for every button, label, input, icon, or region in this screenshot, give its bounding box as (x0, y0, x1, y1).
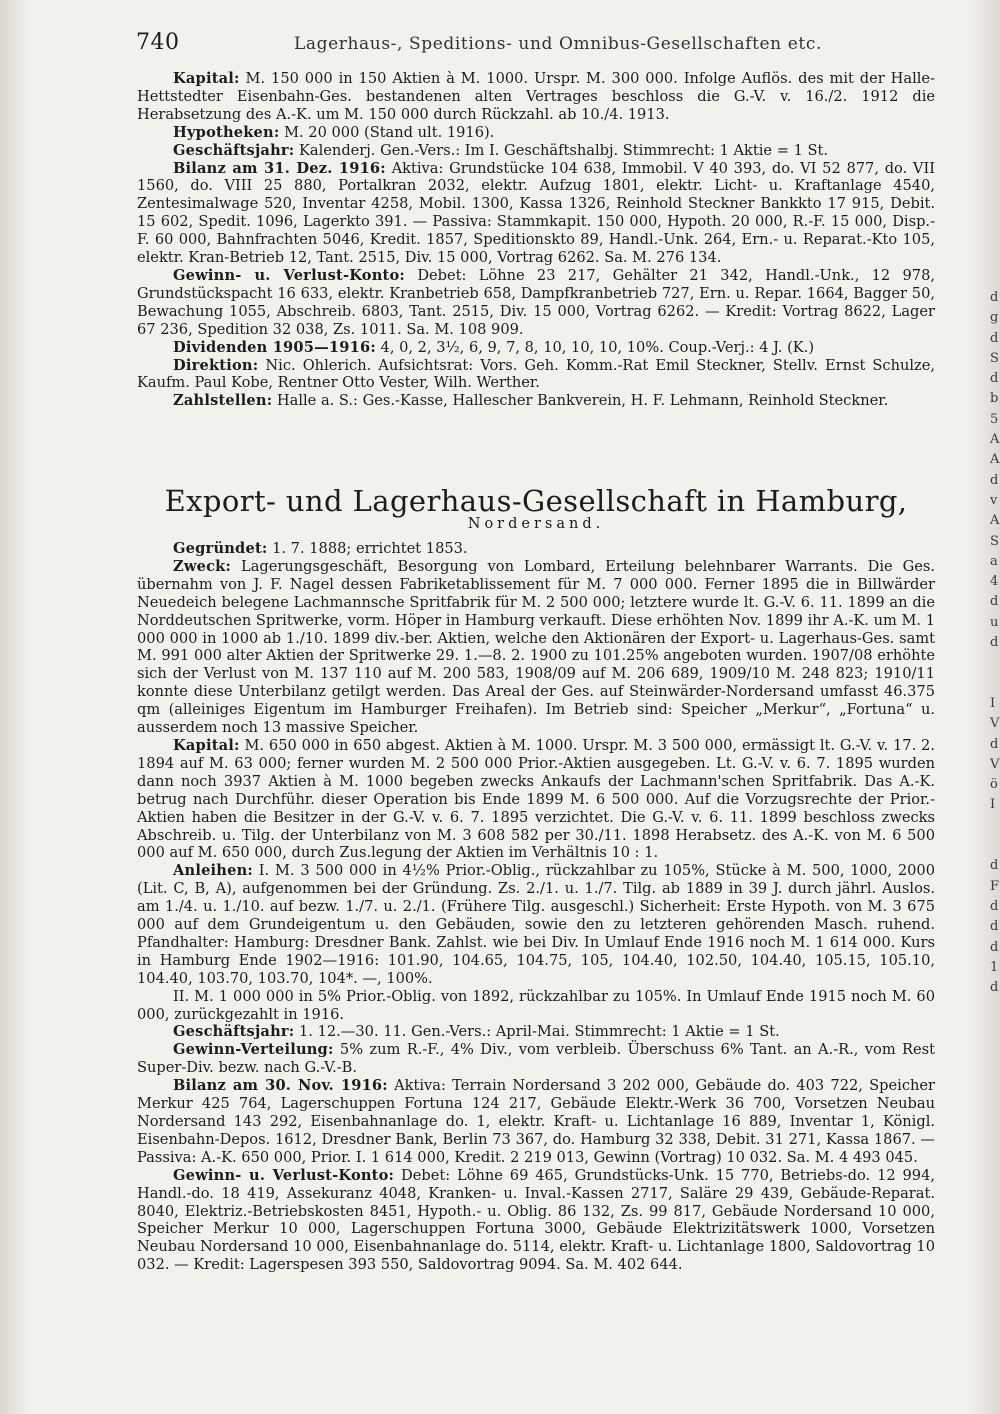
entry-text: I. M. 3 500 000 in 4½% Prior.-Oblig., rückzahlbar zu 105%, Stücke à M. 500, 1000, 2000 (Lit. C, B, A), aufgenommen bei der Gründung. Zs. 2./1. u. 1./7. Tilg. ab 1889 in 39 J. durch jährl. Auslos. am 1./4. u. 1./10. auf bezw. 1./7. u. 2./1. (Frühere Tilg. ausgeschl.) Sicherheit: Erste Hypoth. von M. 3 675 000 auf dem Grundeigentum u. den Gebäuden, sowie den zu letzteren gehörenden Masch. ruhend. Pfandhalter: Hamburg: Dresdner Bank. Zahlst. wie bei Div. In Umlauf Ende 1916 noch M. 1 614 000. Kurs in Hamburg Ende 1902—1916: 101.90, 104.65, 104.75, 105, 104.40, 102.50, 104.40, 105.15, 105.10, 104.40, 103.70, 103.70, 104*. —, 100%. (137, 862, 935, 987)
entry-text: Halle a. S.: Ges.-Kasse, Hallescher Bankverein, H. F. Lehmann, Reinhold Steckner. (272, 392, 889, 410)
page-left-shadow (0, 0, 30, 1414)
entry-heading: Direktion: (173, 356, 259, 374)
entry-paragraph (137, 540, 935, 558)
entry-heading: Geschäftsjahr: (173, 1023, 295, 1041)
entry-text: Aktiva: Terrain Nordersand 3 202 000, Gebäude do. 403 722, Speicher Merkur 425 764, Lagerschuppen Fortuna 124 217, Gebäude Elektr.-Werk 36 700, Vorsetzen Neubau Nordersand 143 292, Eisenbahnanlage do. 1, elektr. Kraft- u. Lichtanlage 16 889, Inventar 1, Königl. Eisenbahn-Depos. 1612, Dresdner Bank, Berlin 73 367, do. Hamburg 32 338, Debit. 31 271, Kassa 1867. — Passiva: A.-K. 650 000, Prior. I. 1 614 000, Kredit. 2 219 013, Gewinn (Vortrag) 10 032. Sa. M. 4 493 045. (137, 1077, 935, 1166)
entry-text: 1. 12.—30. 11. Gen.-Vers.: April-Mai. Stimmrecht: 1 Aktie = 1 St. (294, 1023, 780, 1041)
entry-text: Nic. Ohlerich. Aufsichtsrat: Vors. Geh. Komm.-Rat Emil Steckner, Stellv. Ernst Schulze, Kaufm. Paul Kobe, Rentner Otto Vester, Wilh. Werther. (137, 356, 935, 392)
entry-text: 5% zum R.-F., 4% Div., vom verbleib. Überschuss 6% Tant. an A.-R., vom Rest Super-Div. bezw. nach G.-V.-B. (137, 1041, 935, 1077)
entry-text: Lagerungsgeschäft, Besorgung von Lombard, Erteilung belehnbarer Warrants. Die Ges. übernahm von J. F. Nagel dessen Fabriketablissement für M. 7 000 000. Ferner 1895 die in Billwärder Neuedeich belegene Lachmannsche Spritfabrik für M. 2 500 000; letztere wurde lt. G.-V. 6. 11. 1899 an die Norddeutschen Spritwerke, vorm. Höper in Hamburg verkauft. Diese erhöhten Nov. 1899 ihr A.-K. um M. 1 000 000 in 1000 ab 1./10. 1899 div.-ber. Aktien, welche den Aktionären der Export- u. Lagerhaus-Ges. samt M. 991 000 alter Aktien der Spritwerke 29. 1.—8. 2. 1900 zu 101.25% angeboten wurden. 1907/08 erhöhte sich der Verlust von M. 137 110 auf M. 200 583, 1908/09 auf M. 206 689, 1909/10 M. 248 823; 1910/11 konnte diese Unterbilanz getilgt werden. Das Areal der Ges. auf Steinwärder-Nordersand umfasst 46.375 qm (alleiniges Eigentum im Hamburger Freihafen). Im Betrieb sind: Speicher „Merkur“, „Fortuna“ u. ausserdem noch 13 massive Speicher. (137, 557, 935, 737)
entry-heading: Hypotheken: (173, 123, 280, 141)
entry-text: Kalenderj. Gen.-Vers.: Im I. Geschäftshalbj. Stimmrecht: 1 Aktie = 1 St. (294, 141, 829, 159)
entry-heading: Gegründet: (173, 540, 268, 557)
entry-text: Debet: Löhne 23 217, Gehälter 21 342, Handl.-Unk., 12 978, Grundstückspacht 16 633, elektr. Kranbetrieb 658, Dampfkranbetrieb 727, Ern. u. Repar. 1664, Bagger 50, Bewachung 1055, Abschreib. 6803, Tant. 2515, Div. 15 000, Vortrag 6262. — Kredit: Vortrag 8622, Lager 67 236, Spedition 32 038, Zs. 1011. Sa. M. 108 909. (137, 266, 935, 338)
entry-text: M. 150 000 in 150 Aktien à M. 1000. Urspr. M. 300 000. Infolge Auflös. des mit der Halle-Hettstedter Eisenbahn-Ges. bestandenen alten Vertrages beschloss die G.-V. v. 16./2. 1912 die Herabsetzung des A.-K. um M. 150 000 durch Rückzahl. ab 10./4. 1913. (137, 70, 935, 123)
entry-paragraph (137, 1023, 935, 1041)
entry-heading: Zweck: (173, 557, 232, 575)
page-number: 740 (136, 30, 180, 55)
entry-heading: Zahlstellen: (173, 392, 273, 410)
company-location: Nordersand. (467, 516, 605, 532)
entry-text: M. 20 000 (Stand ult. 1916). (279, 123, 495, 141)
entry-text: II. M. 1 000 000 in 5% Prior.-Oblig. von 1892, rückzahlbar zu 105%. In Umlauf Ende 1915 noch M. 60 000, zurückgezahlt in 1916. (137, 987, 935, 1023)
entry-heading: Dividenden 1905—1916: (173, 338, 376, 356)
entry-paragraph (137, 160, 935, 267)
section-previous-company (137, 70, 935, 410)
entry-heading: Bilanz am 30. Nov. 1916: (173, 1077, 388, 1095)
entry-paragraph (137, 862, 935, 987)
entry-paragraph (137, 70, 935, 124)
entry-heading: Kapital: (173, 736, 240, 754)
facing-page-edge-letters: d g d S d b 5 A A d v A S a 4 d u d I V d V ö I d F d d d 1 d (990, 290, 1000, 996)
entry-paragraph (137, 267, 935, 339)
entry-paragraph (137, 1077, 935, 1167)
entry-heading: Gewinn- u. Verlust-Konto: (173, 266, 406, 284)
entry-heading: Kapital: (173, 70, 240, 87)
entry-text: 4, 0, 2, 3½, 6, 9, 7, 8, 10, 10, 10, 10%. Coup.-Verj.: 4 J. (K.) (375, 338, 815, 356)
entry-paragraph (137, 339, 935, 357)
entry-heading: Anleihen: (173, 862, 253, 880)
company-title: Export- und Lagerhaus-Gesellschaft in Hamburg, (164, 484, 908, 518)
entry-paragraph (137, 1167, 935, 1274)
section-export-lagerhaus (137, 540, 935, 1274)
entry-text: 1. 7. 1888; errichtet 1853. (267, 540, 468, 557)
entry-paragraph (137, 988, 935, 1024)
entry-paragraph (137, 142, 935, 160)
entry-text: M. 650 000 in 650 abgest. Aktien à M. 1000. Urspr. M. 3 500 000, ermässigt lt. G.-V. v. 17. 2. 1894 auf M. 63 000; ferner wurden M. 2 500 000 Prior.-Aktien ausgegeben. Lt. G.-V. v. 6. 7. 1895 wurden dann noch 3937 Aktien à M. 1000 begeben zwecks Ankaufs der Lachmann'schen Spritfabrik. Das A.-K. betrug nach Durchführ. dieser Operation bis Ende 1899 M. 6 500 000. Auf die Vorzugsrechte der Prior.-Aktien haben die Besitzer in der G.-V. v. 6. 7. 1895 verzichtet. Die G.-V. v. 6. 11. 1899 beschloss zwecks Abschreib. u. Tilg. der Unterbilanz von M. 3 608 582 per 30./11. 1898 Herabsetz. des A.-K. von M. 6 500 000 auf M. 650 000, durch Zus.legung der Aktien im Verhältnis 10 : 1. (137, 736, 935, 862)
page-header (136, 30, 936, 60)
entry-text: Aktiva: Grundstücke 104 638, Immobil. V 40 393, do. VI 52 877, do. VII 1560, do. VIII 25 880, Portalkran 2032, elektr. Aufzug 1801, elektr. Licht- u. Kraftanlage 4540, Zentesimalwage 520, Inventar 4258, Mobil. 1300, Kassa 1326, Reinhold Steckner Bankkto 17 915, Debit. 15 602, Spedit. 1096, Lagerkto 391. — Passiva: Stammkapit. 150 000, Hypoth. 20 000, R.-F. 15 000, Disp.-F. 60 000, Bahnfrachten 5046, Kredit. 1857, Speditionskto 89, Handl.-Unk. 264, Ern.- u. Reparat.-Kto 105, elektr. Kran-Betrieb 12, Tant. 2515, Div. 15 000, Vortrag 6262. Sa. M. 276 134. (137, 159, 936, 267)
running-head: Lagerhaus-, Speditions- und Omnibus-Gesellschaften etc. (294, 34, 822, 54)
entry-paragraph (137, 357, 935, 393)
entry-paragraph (137, 1041, 935, 1077)
entry-heading: Geschäftsjahr: (173, 141, 295, 159)
entry-paragraph (137, 392, 935, 410)
entry-paragraph (137, 737, 935, 862)
entry-text: Debet: Löhne 69 465, Grundstücks-Unk. 15 770, Betriebs-do. 12 994, Handl.-do. 18 419, Assekuranz 4048, Kranken- u. Inval.-Kassen 2717, Saläre 29 439, Gebäude-Reparat. 8040, Elektriz.-Betriebskosten 8451, Hypoth.- u. Oblig. 86 132, Zs. 99 817, Gebäude Nordersand 10 000, Speicher Merkur 10 000, Lagerschuppen Fortuna 3000, Gebäude Elektrizitätswerk 1000, Vorsetzen Neubau Nordersand 10 000, Eisenbahnanlage do. 5114, elektr. Kraft- u. Lichtanlage 1800, Saldovortrag 10 032. — Kredit: Lagerspesen 393 550, Saldovortrag 9094. Sa. M. 402 644. (137, 1166, 935, 1274)
entry-paragraph (137, 558, 935, 737)
entry-paragraph (137, 124, 935, 142)
entry-heading: Gewinn- u. Verlust-Konto: (173, 1166, 395, 1184)
entry-heading: Bilanz am 31. Dez. 1916: (173, 159, 386, 177)
entry-heading: Gewinn-Verteilung: (173, 1041, 334, 1059)
